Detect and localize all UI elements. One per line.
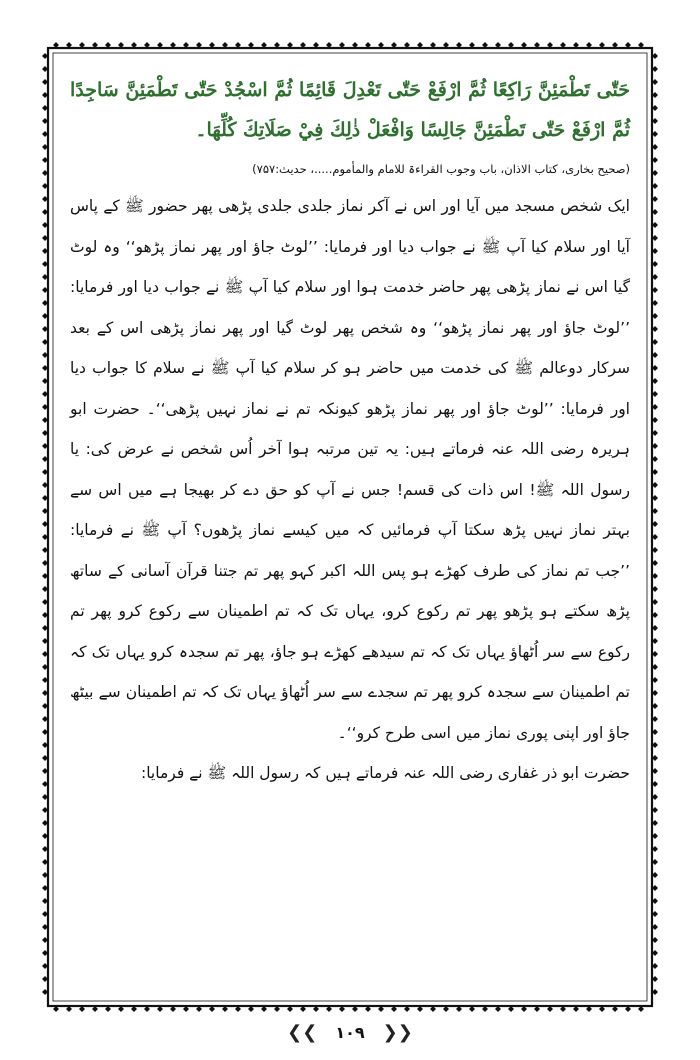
page-number: ۱۰۹	[335, 1022, 365, 1042]
page-footer	[0, 1015, 700, 1049]
arabic-hadith-text: حَتّٰى تَطْمَئِنَّ رَاكِعًا ثُمَّ ارْفَعْ حَتّٰى تَعْدِلَ قَائِمًا ثُمَّ اسْجُدْ حَتّٰى تَطْمَئِنَّ سَاجِدًا ثُمَّ ارْفَعْ حَتّٰى تَطْمَئِنَّ جَالِسًا وَافْعَلْ ذٰلِكَ فِيْ صَلَاتِكَ كُلِّهَا۔	[70, 79, 630, 141]
hadith-reference: (صحیح بخاری، کتاب الاذان، باب وجوب القراءۃ للامام والمأموم.....، حدیث:۷۵۷)	[252, 162, 630, 176]
ornament-right-icon: ❯❯	[382, 1021, 413, 1043]
urdu-paragraph-closing: حضرت ابو ذر غفاری رضی اللہ عنہ فرماتے ہیں کہ رسول اللہ ﷺ نے فرمایا:	[140, 764, 630, 782]
ornament-left-icon: ❮❮	[287, 1021, 318, 1043]
urdu-paragraph: ایک شخص مسجد میں آیا اور اس نے آکر نماز جلدی جلدی پڑھی پھر حضور ﷺ کے پاس آیا اور سلام کیا آپ ﷺ نے جواب دیا اور فرمایا: ’’لوٹ جاؤ اور پھر نماز پڑھو‘‘ وہ لوٹ گیا اس نے نماز پڑھی پھر حاضر خدمت ہوا اور سلام کیا آپ ﷺ نے جواب دیا اور فرمایا: ’’لوٹ جاؤ اور پھر نماز پڑھو‘‘ وہ شخص پھر لوٹ گیا اور پھر نماز پڑھی اس کے بعد سرکار دوعالم ﷺ کی خدمت میں حاضر ہو کر سلام کیا آپ ﷺ نے سلام کا جواب دیا اور فرمایا: ’’لوٹ جاؤ اور پھر نماز پڑھو کیونکہ تم نے نماز نہیں پڑھی‘‘۔ حضرت ابو ہریرہ رضی اللہ عنہ فرماتے ہیں: یہ تین مرتبہ ہوا آخر اُس شخص نے عرض کی: یا رسول اللہ ﷺ! اس ذات کی قسم! جس نے آپ کو حق دے کر بھیجا ہے میں اس سے بہتر نماز نہیں پڑھ سکتا آپ فرمائیں کہ میں کیسے نماز پڑھوں؟ آپ ﷺ نے فرمایا: ’’جب تم نماز کی طرف کھڑے ہو پس اللہ اکبر کہو پھر تم جتنا قرآن آسانی کے ساتھ پڑھ سکتے ہو پڑھو پھر تم رکوع کرو، یہاں تک کہ تم اطمینان سے رکوع کرو پھر تم رکوع سے سر اُٹھاؤ یہاں تک کہ تم سیدھے کھڑے ہو جاؤ، پھر تم سجدہ کرو یہاں تک کہ تم اطمینان سے سجدہ کرو پھر تم سجدے سے سر اُٹھاؤ یہاں تک کہ تم اطمینان سے بیٹھ جاؤ اور اپنی پوری نماز میں اسی طرح کرو‘‘۔	[70, 197, 630, 742]
page-content	[70, 70, 630, 794]
